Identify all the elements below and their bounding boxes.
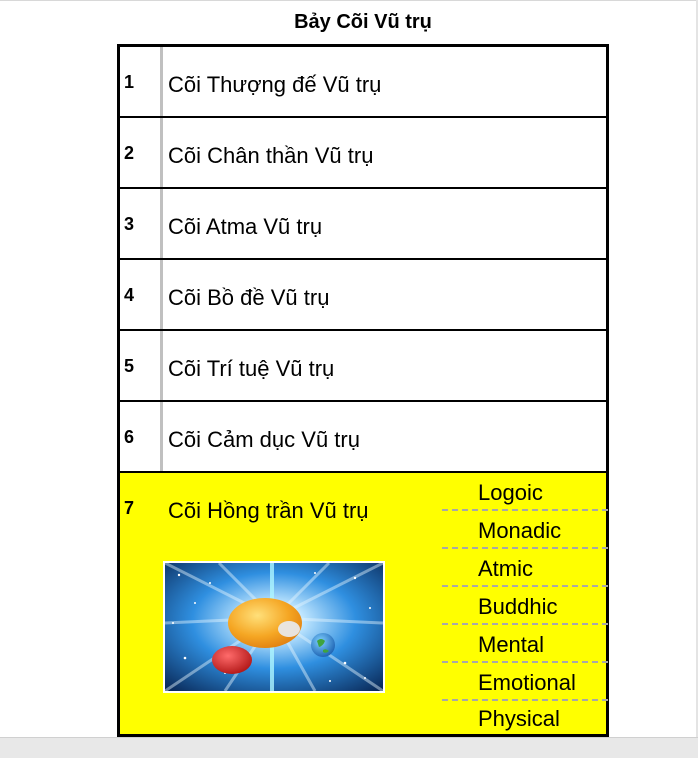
subplane-item [442,699,608,737]
table-row [120,47,606,118]
subplane-item [442,549,608,587]
row-number: 4 [124,285,135,305]
bottom-status-bar [0,737,698,758]
column-divider [160,402,163,471]
row-number: 2 [124,143,135,163]
column-divider [160,189,163,258]
subplane-list [442,473,608,734]
subplane-label: Monadic [478,518,562,543]
table-row [120,402,606,473]
column-divider [160,331,163,400]
row-label: Cõi Thượng đế Vũ trụ [168,72,382,97]
row-number: 5 [124,356,135,376]
subplane-label: Logoic [478,480,543,505]
diagram-title: Bảy Cõi Vũ trụ [294,11,432,33]
column-divider [160,118,163,187]
row-label: Cõi Trí tuệ Vũ trụ [168,356,335,381]
subplane-item [442,663,608,701]
cosmos-illustration [163,561,385,693]
table-row [120,189,606,260]
subplane-item [442,511,608,549]
top-rule [0,0,698,1]
subplane-item [442,473,608,511]
row-number: 7 [124,498,135,518]
physical-plane-row [120,473,606,734]
column-divider [160,260,163,329]
row-label: Cõi Hồng trần Vũ trụ [168,498,369,523]
planes-table [117,44,609,737]
row-number: 6 [124,427,135,447]
table-row [120,118,606,189]
subplane-label: Emotional [478,670,576,695]
row-label: Cõi Bồ đề Vũ trụ [168,285,330,310]
subplane-label: Physical [478,706,560,731]
subplane-item [442,587,608,625]
table-row [120,260,606,331]
row-number: 3 [124,214,135,234]
subplane-item [442,625,608,663]
row-label: Cõi Cảm dục Vũ trụ [168,427,360,452]
subplane-label: Buddhic [478,594,558,619]
column-divider [160,47,163,116]
subplane-label: Atmic [478,556,533,581]
row-label: Cõi Chân thần Vũ trụ [168,143,374,168]
table-row [120,331,606,402]
row-label: Cõi Atma Vũ trụ [168,214,323,239]
row-number: 1 [124,72,135,92]
subplane-label: Mental [478,632,545,657]
